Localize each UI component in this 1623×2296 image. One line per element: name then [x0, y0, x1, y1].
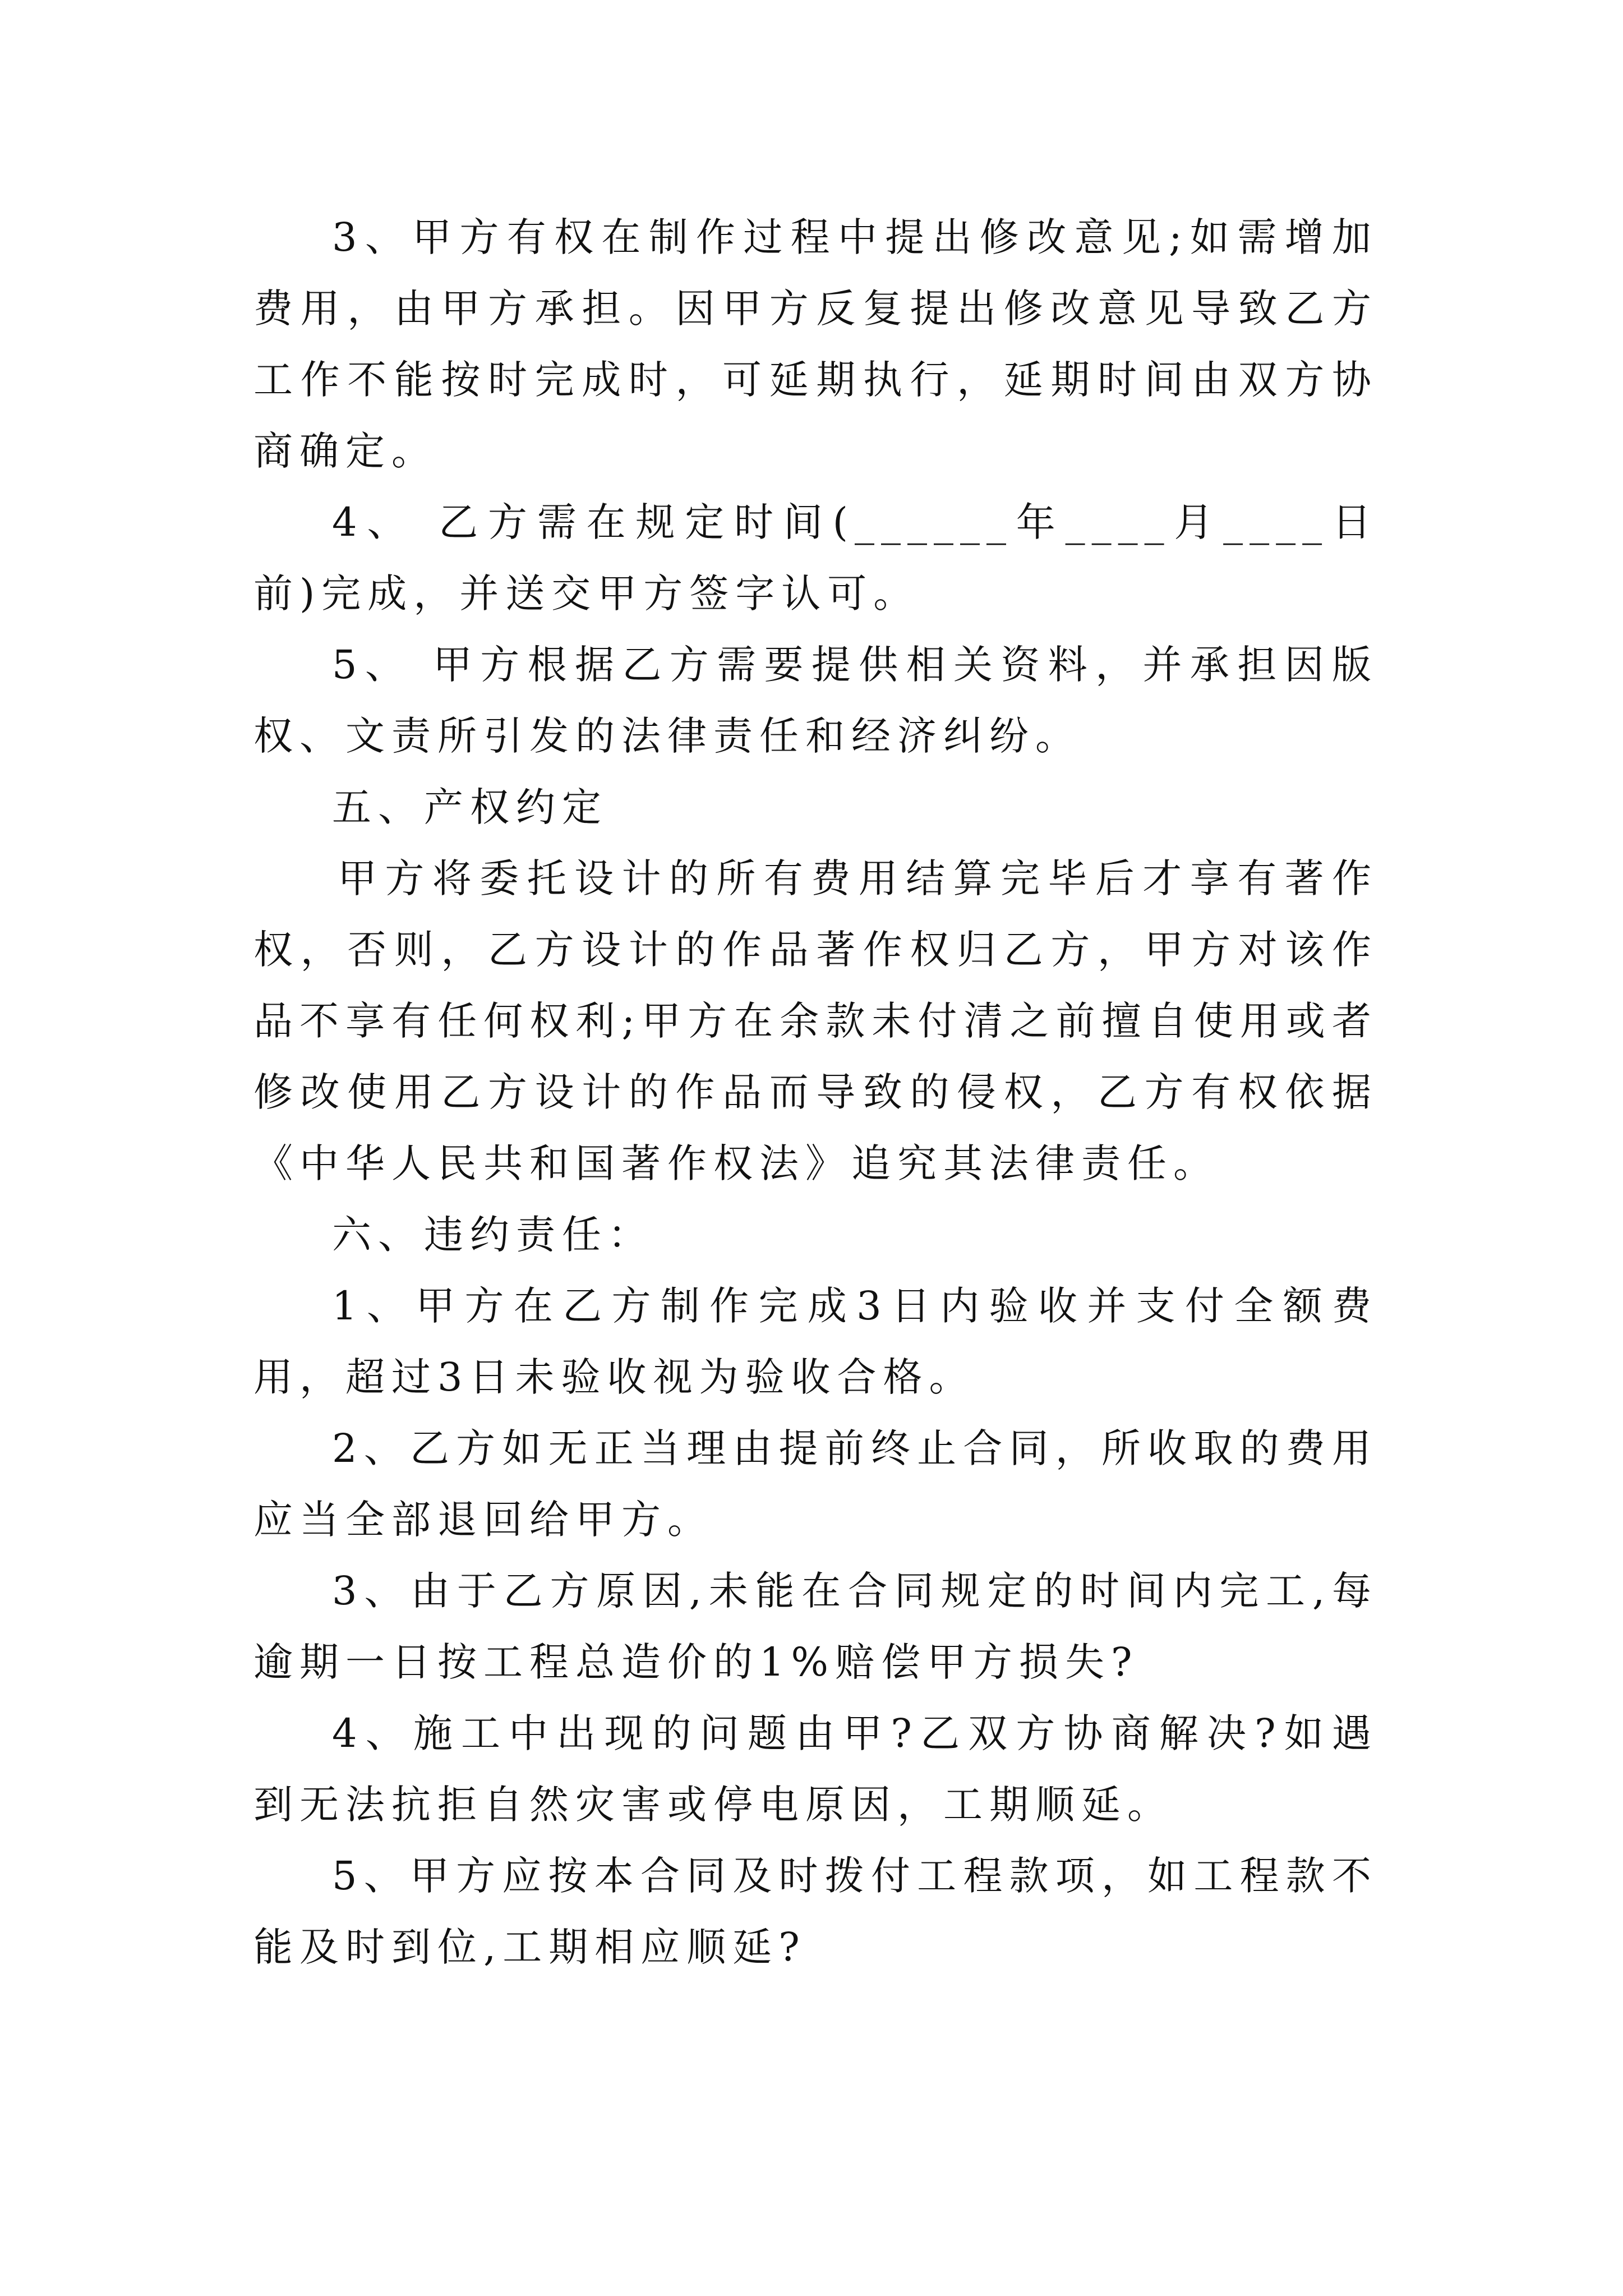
clause-4-5: 5、 甲方根据乙方需要提供相关资料，并承担因版权、文责所引发的法律责任和经济纠纷。 [253, 642, 1378, 759]
liability-clause-5: 5、甲方应按本合同及时拨付工程款项，如工程款不能及时到位,工期相应顺延? [253, 1853, 1378, 1970]
liability-clause-4: 4、施工中出现的问题由甲?乙双方协商解决?如遇到无法抗拒自然灾害或停电原因，工期顺延。 [253, 1710, 1378, 1828]
liability-clause-3: 3、由于乙方原因,未能在合同规定的时间内完工,每逾期一日按工程总造价的1%赔偿甲方损失? [253, 1568, 1378, 1685]
property-rights-text: 甲方将委托设计的所有费用结算完毕后才享有著作权，否则，乙方设计的作品著作权归乙方，甲方对该作品不享有任何权利;甲方在余款未付清之前擅自使用或者修改使用乙方设计的作品而导致的侵权，乙方有权依据《中华人民共和国著作权法》追究其法律责任。 [253, 855, 1378, 1186]
clause-4-4: 4、 乙方需在规定时间(______年____月____日前)完成，并送交甲方签字认可。 [253, 499, 1378, 616]
section-heading-property-rights: 五、产权约定 [332, 784, 608, 830]
document-body [253, 202, 1378, 1983]
liability-clause-1: 1、甲方在乙方制作完成3日内验收并支付全额费用，超过3日未验收视为验收合格。 [253, 1283, 1378, 1400]
liability-clause-2: 2、乙方如无正当理由提前终止合同，所收取的费用应当全部退回给甲方。 [253, 1425, 1378, 1543]
clause-4-3: 3、甲方有权在制作过程中提出修改意见;如需增加费用，由甲方承担。因甲方反复提出修改意见导致乙方工作不能按时完成时，可延期执行，延期时间由双方协商确定。 [253, 214, 1378, 474]
section-heading-liability: 六、违约责任： [332, 1212, 654, 1258]
